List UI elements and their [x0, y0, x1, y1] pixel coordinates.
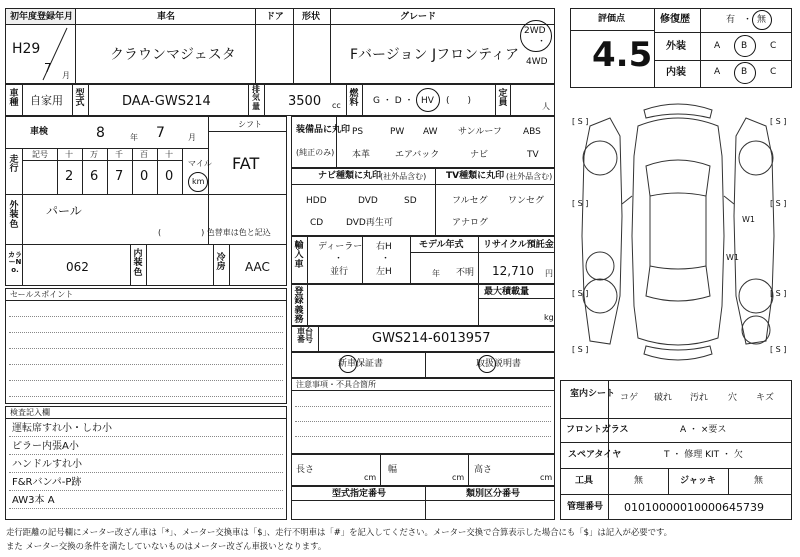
sales-point-frame	[5, 288, 287, 404]
repair-label: 修復歴	[660, 14, 690, 25]
recycle-value: 12,710	[492, 264, 534, 278]
scratch-marker: [ S ]	[572, 199, 589, 208]
spare-label: スペアタイヤ	[568, 450, 622, 460]
wave-marker: W1	[742, 215, 755, 224]
first-reg-month: 7	[44, 61, 52, 75]
mileage-digit: 0	[140, 169, 149, 184]
drive-2wd: 2WD	[524, 26, 546, 36]
exterior-label: 外装	[666, 41, 686, 52]
displacement: 3500	[288, 94, 322, 109]
exterior-grade: B	[741, 41, 748, 51]
mileage-digit: 0	[165, 169, 174, 184]
manual-label: 取扱説明書	[476, 359, 522, 369]
car-damage-diagram	[560, 96, 796, 376]
fuel-selected: HV	[421, 96, 434, 106]
interior-label: 内装	[666, 67, 686, 78]
seat-label: 室内シート	[570, 389, 616, 399]
first-reg-label: 初年度登録年月	[10, 12, 74, 22]
car-name-label: 車名	[157, 12, 176, 22]
caution-label: 注意事項・不具合箇所	[296, 380, 376, 389]
repair-no: 無	[757, 15, 767, 25]
model-year-label: モデル年式	[419, 240, 464, 250]
first-reg-era: H29	[12, 41, 41, 57]
scratch-marker: [ S ]	[572, 117, 589, 126]
model-year-value: 不明	[456, 268, 475, 278]
recycle-label: リサイクル預託金	[483, 240, 554, 250]
wave-marker: W1	[726, 253, 739, 262]
inspection-year: 8	[96, 125, 105, 141]
km-label: km	[192, 177, 205, 186]
shape-label: 形状	[302, 12, 321, 22]
scratch-marker: [ S ]	[770, 199, 787, 208]
score-value: 4.5	[592, 35, 653, 75]
type-number-label: 型式指定番号	[332, 489, 387, 499]
color-note: ( ) 色替車は色と記込	[158, 228, 271, 237]
inspection-label: 車検	[30, 127, 49, 137]
inspection-month: 7	[156, 125, 165, 141]
scratch-marker: [ S ]	[572, 289, 589, 298]
inspector-label: 検査記入欄	[10, 408, 50, 417]
shift-label: シフト	[238, 120, 262, 129]
model-code: DAA-GWS214	[122, 94, 211, 109]
drive-circle	[520, 20, 552, 52]
footer-note-1: 走行距離の記号欄にメーター改ざん車は「*」、メーター交換車は「$」、走行不明車は「#」を記入してください。メーター交換で合算表示した場合にも「$」は記入が必要です。	[6, 527, 673, 537]
color-number: 062	[66, 260, 89, 274]
equipment-label: 装備品に丸印	[296, 125, 351, 135]
inspector-note: 運転席すれ小・しわ小	[12, 423, 112, 434]
exterior-color: パール	[46, 204, 82, 218]
manage-number: 01010000010000645739	[624, 501, 764, 514]
inspector-note: AW3本 A	[12, 495, 55, 506]
equipment-frame	[291, 116, 555, 168]
warranty-label: 新車保証書	[338, 359, 384, 369]
chassis-number: GWS214-6013957	[372, 331, 491, 346]
glass-label: フロントガラス	[566, 425, 629, 435]
door-label: ドア	[266, 12, 284, 22]
mileage-digit: 6	[90, 169, 99, 184]
shift-value: FAT	[232, 154, 260, 173]
mileage-digit: 7	[115, 169, 124, 184]
scratch-marker: [ S ]	[770, 345, 787, 354]
car-name: クラウンマジェスタ	[110, 47, 236, 63]
inspector-note: ピラー内張A小	[12, 441, 79, 452]
drive-4wd: 4WD	[526, 57, 548, 67]
footer-note-2: また メーター交換の条件を満たしていないものはメーター改ざん車扱いとなります。	[6, 541, 327, 551]
mileage-digit: 2	[65, 169, 74, 184]
interior-grade: B	[741, 67, 748, 77]
ac-value: AAC	[245, 260, 270, 274]
inspector-note: ハンドルすれ小	[12, 459, 82, 470]
navi-label: ナビ種類に丸印	[318, 171, 382, 181]
tools-label: 工具	[575, 476, 594, 486]
grade-label: グレード	[400, 12, 437, 22]
grade-value: Fバージョン Jフロンティア	[350, 47, 519, 63]
class-number-label: 類別区分番号	[466, 489, 521, 499]
scratch-marker: [ S ]	[572, 345, 589, 354]
scratch-marker: [ S ]	[770, 117, 787, 126]
dimensions-frame	[291, 454, 555, 486]
scratch-marker: [ S ]	[770, 289, 787, 298]
tv-label: TV種類に丸印	[446, 171, 505, 181]
score-label: 評価点	[598, 14, 626, 24]
mile-label: マイル	[188, 159, 212, 168]
max-load-label: 最大積載量	[484, 287, 530, 297]
manage-label: 管理番号	[567, 502, 604, 512]
vehicle-category: 自家用	[30, 94, 63, 107]
jack-label: ジャッキ	[680, 476, 716, 486]
inspector-note: F&Rバンパ-P跡	[12, 477, 82, 488]
sales-point-label: セールスポイント	[10, 290, 74, 299]
